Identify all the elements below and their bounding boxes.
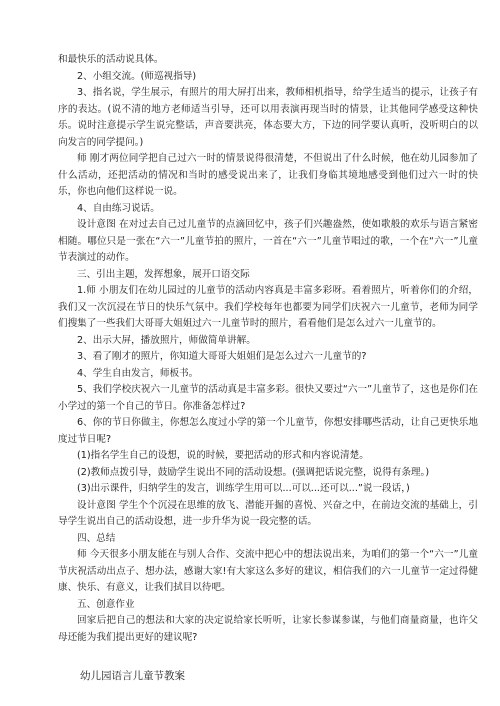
- paragraph: 1.师 小朋友们在幼儿园过的儿童节的活动内容真是丰富多彩呀。看着照片，听着你们的介绍，我们又一次沉浸在节日的快乐气氛中。我们学校每年也都要为同学们庆祝六一儿童节，老师为同学们搜集了一些我们大哥哥大姐姐过六一儿童节时的照片，看看他们是怎么过六一儿童节的。: [58, 285, 478, 329]
- paragraph: 设计意图 在对过去自己过儿童节的点滴回忆中，孩子们兴趣盎然，使如歌般的欢乐与语言紧密相随。哪位只是一张在“六一”儿童节拍的照片，一首在“六一”儿童节唱过的歌，一个在“六一”儿童节表演过的动作。: [58, 219, 478, 263]
- paragraph: 师 今天很多小朋友能在与别人合作、交流中把心中的想法说出来，为咱们的第一个“六一”儿童节庆祝活动出点子、想办法，感谢大家!有大家这么多好的建议，相信我们的六一儿童节一定过得健康、快乐、有意义，让我们拭目以待吧。: [58, 549, 478, 593]
- paragraph: (1)指名学生自己的设想，说的时候，要把活动的形式和内容说清楚。: [77, 450, 369, 461]
- paragraph: 4、自由练习说话。: [77, 202, 160, 214]
- paragraph: 师 刚才两位同学把自己过六一时的情景说得很清楚，不但说出了什么时候，他在幼儿园参加了什么活动，还把活动的情况和当时的感受说出来了，让我们身临其境地感受到他们过六一时的快乐，你也向他们这样说一说。: [58, 153, 478, 197]
- document-body: [58, 52, 478, 646]
- paragraph: 6、你的节日你做主，你想怎么度过小学的第一个儿童节，你想安排哪些活动，让自己更快乐地度过节日呢?: [58, 417, 478, 445]
- paragraph: 四、总结: [77, 532, 116, 544]
- paragraph: 2、出示大屏，播放照片，师做简单讲解。: [77, 334, 256, 346]
- paragraph: (2)教师点拨引导，鼓励学生说出不同的活动设想。(强调把话说完整，说得有条理。): [77, 466, 430, 478]
- paragraph: (3)出示课件，归纳学生的发言，训练学生用可以...可以...还可以...”说一段话，): [77, 483, 410, 494]
- next-section-title: 幼儿园语言儿童节教案: [80, 670, 185, 682]
- paragraph: 5、我们学校庆祝六一儿童节的活动真是丰富多彩。很快又要过“六一”儿童节了，这也是你们在小学过的第一个自己的节日。你准备怎样过?: [58, 384, 478, 412]
- paragraph: 三、引出主题，发挥想象，展开口语交际: [77, 268, 250, 280]
- paragraph: 设计意图 学生个个沉浸在思维的放飞、潜能开掘的喜悦、兴奋之中，在前边交流的基础上，引导学生说出自己的活动设想，进一步升华为说一段完整的话。: [58, 499, 478, 527]
- paragraph: 4、学生自由发言，师板书。: [77, 367, 199, 379]
- paragraph: 五、创意作业: [77, 598, 135, 610]
- paragraph: 3、看了刚才的照片，你知道大哥哥大姐姐们是怎么过六一儿童节的?: [77, 351, 367, 362]
- paragraph: 3、指名说，学生展示，有照片的用大屏打出来，教师相机指导，给学生适当的提示，让孩子有序的表达。(说不清的地方老师适当引导，还可以用表演再现当时的情景，让其他同学感受这种快乐。说时注意提示学生说完整话，声音要洪亮，体态要大方，下边的同学要认真听，没听明白的以向发言的同学提问。): [58, 87, 478, 148]
- paragraph: 2、小组交流。(师巡视指导): [77, 70, 197, 82]
- paragraph: 回家后把自己的想法和大家的决定说给家长听听，让家长参谋参谋，与他们商量商量，也许父母还能为我们提出更好的建议呢?: [58, 615, 478, 643]
- section-gap: [58, 646, 478, 668]
- paragraph: 和最快乐的活动说具体。: [58, 54, 164, 65]
